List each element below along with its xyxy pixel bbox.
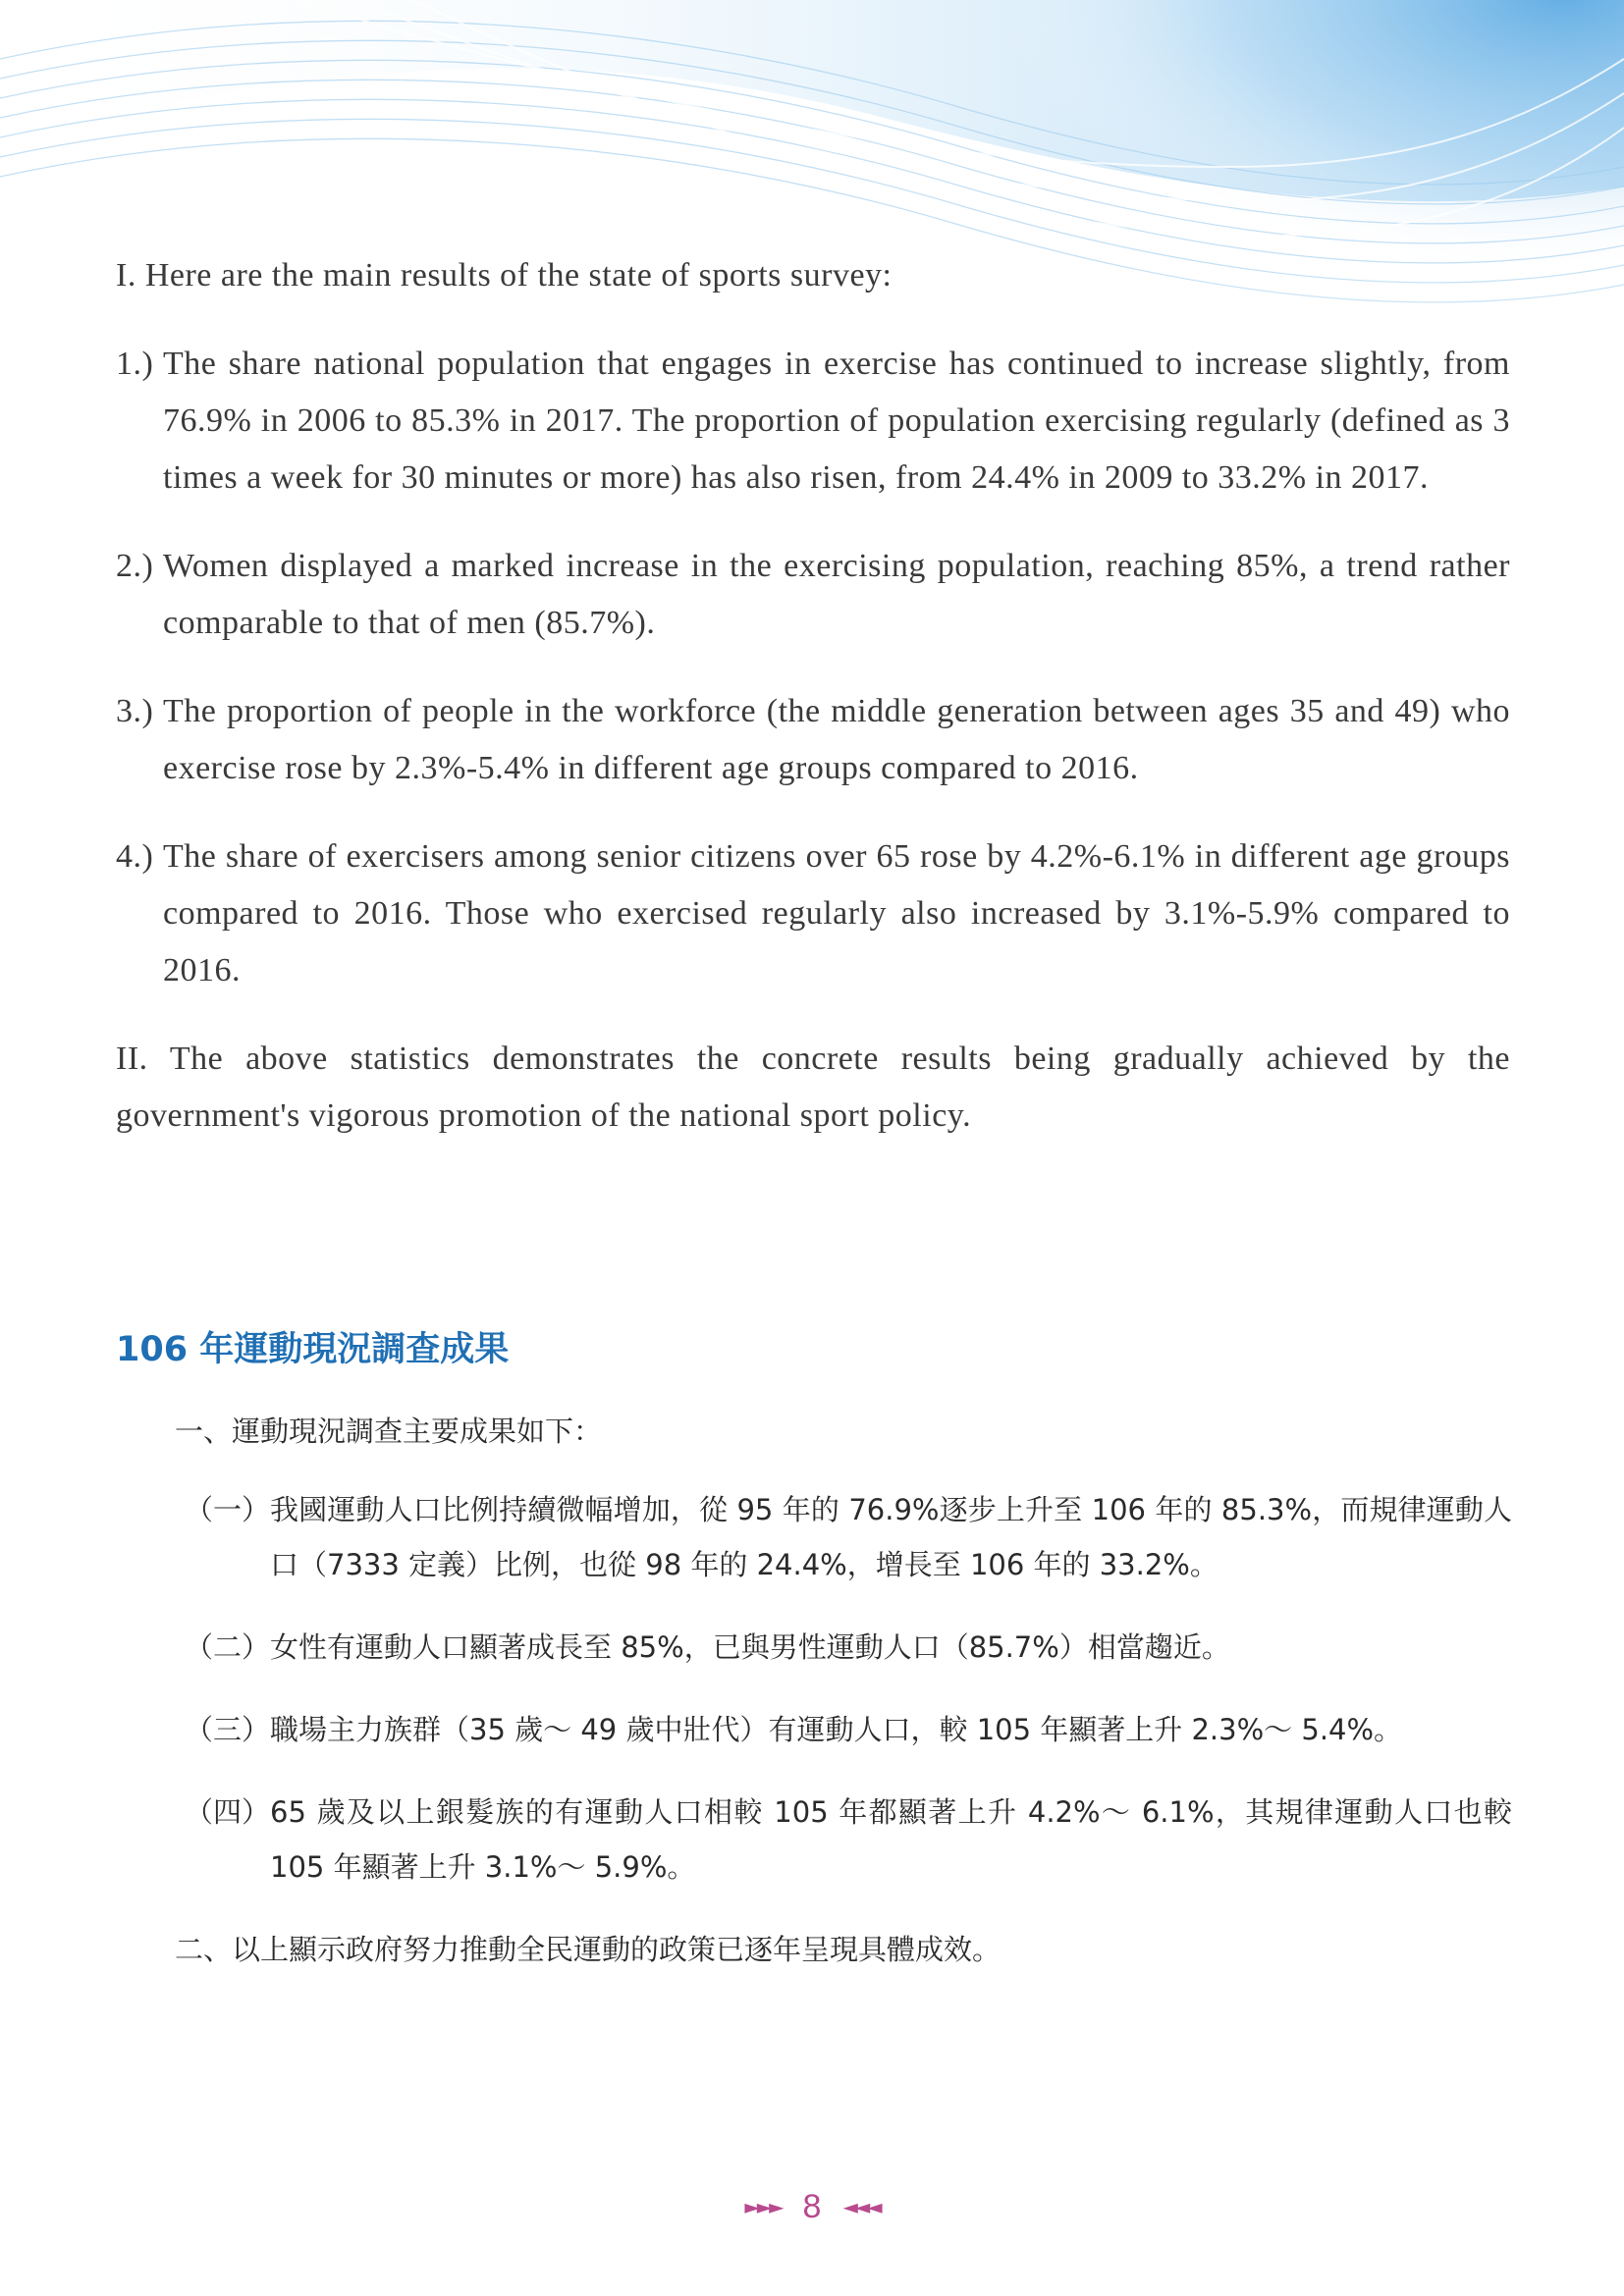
item-text: 職場主力族群（35 歲～ 49 歲中壯代）有運動人口，較 105 年顯著上升 2.3%～ 5.4%。 (270, 1713, 1403, 1746)
page-number: 8 (802, 2187, 822, 2225)
chinese-list-item (185, 1620, 1512, 1675)
item-number: 3.) (116, 693, 154, 729)
english-list-item (116, 336, 1510, 507)
item-marker: （四） (185, 1795, 271, 1829)
item-number: 2.) (116, 548, 154, 584)
item-text: 女性有運動人口顯著成長至 85%，已與男性運動人口（85.7%）相當趨近。 (270, 1630, 1230, 1664)
item-text: 我國運動人口比例持續微幅增加，從 95 年的 76.9%逐步上升至 106 年的 85.3%，而規律運動人口（7333 定義）比例，也從 98 年的 24.4%，增長至 106 年的 33.2%。 (270, 1493, 1512, 1581)
item-text: The share national population that engages in exercise has continued to increase slightly, from 76.9% in 2006 to 85.3% in 2017. The proportion of population exercising regularly (defined as 3 times a week for 30 minutes or more) has also risen, from 24.4% in 2009 to 33.2% in 2017. (163, 346, 1510, 496)
chinese-section-title: 106 年運動現況調查成果 (116, 1330, 510, 1369)
item-text: The proportion of people in the workforce (the middle generation between ages 35 and 49) who exercise rose by 2.3%-5.4% in different age groups compared to 2016. (163, 693, 1510, 786)
chinese-closing: 二、以上顯示政府努力推動全民運動的政策已逐年呈現具體成效。 (175, 1933, 1001, 1966)
item-text: The share of exercisers among senior citizens over 65 rose by 4.2%-6.1% in different age groups compared to 2016. Those who exercised regularly also increased by 3.1%-5.9% compared to 2016. (163, 838, 1510, 988)
chinese-list-item (185, 1785, 1512, 1895)
english-summary (116, 247, 1510, 1145)
chinese-list (185, 1482, 1512, 1895)
chinese-summary (175, 1404, 1512, 1977)
item-marker: （二） (185, 1630, 271, 1664)
item-marker: （三） (185, 1713, 271, 1746)
chinese-list-item (185, 1702, 1512, 1757)
item-number: 1.) (116, 346, 154, 382)
english-closing: II. The above statistics demonstrates the concrete results being gradually achieved by the government's vigorous promotion of the national sport policy. (116, 1041, 1510, 1134)
english-heading: I. Here are the main results of the state of sports survey: (116, 257, 893, 294)
arrow-right-icon: ►►► (744, 2195, 782, 2218)
english-list-item (116, 828, 1510, 999)
chinese-list-item (185, 1482, 1512, 1592)
chinese-heading: 一、運動現況調查主要成果如下： (175, 1415, 603, 1448)
english-list-item (116, 538, 1510, 652)
arrow-left-icon: ◄◄◄ (842, 2195, 880, 2218)
english-list-item (116, 683, 1510, 797)
page-footer (0, 2177, 1624, 2236)
item-text: 65 歲及以上銀髮族的有運動人口相較 105 年都顯著上升 4.2%～ 6.1%，其規律運動人口也較 105 年顯著上升 3.1%～ 5.9%。 (270, 1795, 1512, 1884)
item-number: 4.) (116, 838, 154, 875)
item-text: Women displayed a marked increase in the exercising population, reaching 85%, a trend rather comparable to that of men (85.7%). (163, 548, 1510, 641)
item-marker: （一） (185, 1493, 271, 1526)
